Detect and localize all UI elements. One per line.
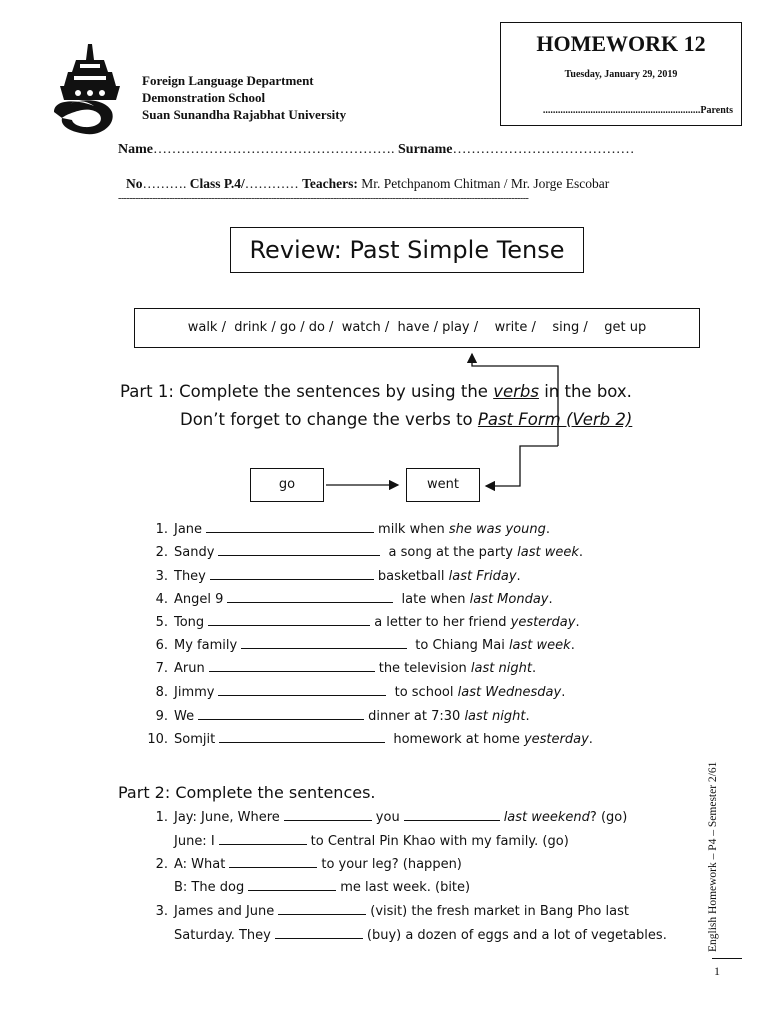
part1-instruction-2 <box>180 410 632 429</box>
sidebar-label <box>690 700 726 960</box>
list-item <box>140 807 627 827</box>
part1-text-end: in the box. <box>538 382 632 401</box>
university-line: Suan Sunandha Rajabhat University <box>142 107 347 122</box>
item-end: . <box>548 592 553 607</box>
item-end: . <box>545 522 551 537</box>
answer-blank[interactable] <box>208 612 370 626</box>
list-item <box>140 854 462 874</box>
answer-blank[interactable] <box>219 831 307 845</box>
item-text: to school <box>390 685 458 700</box>
item-end: . <box>516 569 521 584</box>
sidebar-text: English Homework – P4 – Semester 2/61 <box>707 761 719 952</box>
item-end: . <box>575 615 580 630</box>
item-end: ? (go) <box>589 810 628 825</box>
example-base-verb: go <box>250 468 324 502</box>
name-label: Name <box>118 142 153 157</box>
item-number: 3. <box>155 569 168 584</box>
item-number: 10. <box>147 732 168 747</box>
answer-blank[interactable] <box>218 682 386 696</box>
no-label: No <box>126 176 143 191</box>
item-number: 5. <box>155 615 168 630</box>
answer-blank[interactable] <box>284 807 372 821</box>
answer-blank[interactable] <box>219 729 385 743</box>
item-time: yesterday <box>523 732 589 747</box>
item-text: late when <box>397 592 470 607</box>
item-time: last Wednesday <box>457 685 562 700</box>
worksheet-title: Review: Past Simple Tense <box>230 227 584 273</box>
homework-box <box>500 22 742 126</box>
item-text: milk when <box>378 522 449 537</box>
class-label: Class P.4/ <box>189 176 245 191</box>
item-number: 3. <box>155 904 168 919</box>
item-time: last night <box>470 661 532 676</box>
item-text: a song at the party <box>384 545 518 560</box>
list-item <box>140 729 593 749</box>
list-item <box>140 658 536 678</box>
item-text: me last week. (bite) <box>340 880 471 895</box>
answer-blank[interactable] <box>210 566 374 580</box>
school-line: Demonstration School <box>142 90 266 105</box>
item-end: . <box>570 638 575 653</box>
no-field[interactable]: ………. <box>142 176 187 191</box>
item-text: the television <box>378 661 471 676</box>
footer-rule <box>712 958 742 959</box>
item-text: Jay: June, Where <box>174 810 280 825</box>
item-text: James and June <box>174 904 275 919</box>
part1-line2-text: Don’t forget to change the verbs to <box>180 410 478 429</box>
surname-field[interactable]: ………………………………… <box>452 142 635 157</box>
answer-blank[interactable] <box>404 807 500 821</box>
verbs-emphasis: verbs <box>493 382 539 401</box>
item-end: . <box>588 732 593 747</box>
item-time: last Monday <box>469 592 549 607</box>
item-number: 9. <box>155 709 168 724</box>
answer-blank[interactable] <box>206 519 374 533</box>
answer-blank[interactable] <box>241 635 407 649</box>
list-item <box>140 877 470 897</box>
teachers-value: Mr. Petchpanom Chitman / Mr. Jorge Escobar <box>361 176 610 191</box>
list-item <box>140 566 521 586</box>
page-number: 1 <box>714 964 720 978</box>
item-text: (visit) the fresh market in Bang Pho last <box>370 904 629 919</box>
item-subject: Sandy <box>174 545 215 560</box>
list-item <box>140 682 565 702</box>
list-item <box>140 901 629 921</box>
item-text: June: I <box>174 834 215 849</box>
answer-blank[interactable] <box>218 542 380 556</box>
answer-blank[interactable] <box>275 925 363 939</box>
item-time: she was young <box>448 522 546 537</box>
item-subject: Jimmy <box>174 685 215 700</box>
item-number: 2. <box>155 857 168 872</box>
homework-date: Tuesday, January 29, 2019 <box>564 69 678 80</box>
part1-instruction <box>120 382 632 401</box>
item-time: last week <box>517 545 579 560</box>
item-number: 2. <box>155 545 168 560</box>
list-item <box>140 831 569 851</box>
school-crest-icon <box>50 42 130 138</box>
homework-title: HOMEWORK 12 <box>536 31 706 56</box>
name-field[interactable]: ……………………………………………. <box>153 142 395 157</box>
item-subject: Tong <box>174 615 205 630</box>
item-text: to your leg? (happen) <box>321 857 462 872</box>
item-subject: Somjit <box>174 732 216 747</box>
item-number: 7. <box>155 661 168 676</box>
department-line: Foreign Language Department <box>142 73 314 88</box>
past-form-emphasis: Past Form (Verb 2) <box>477 410 633 429</box>
item-text: a letter to her friend <box>374 615 511 630</box>
item-number: 4. <box>155 592 168 607</box>
arrow-from-box-to-went <box>486 446 558 486</box>
list-item <box>140 542 583 562</box>
answer-blank[interactable] <box>227 589 393 603</box>
item-text: basketball <box>377 569 449 584</box>
item-text: B: The dog <box>174 880 245 895</box>
item-text: you <box>375 810 400 825</box>
list-item <box>140 635 575 655</box>
class-field[interactable]: ………… <box>244 176 299 191</box>
item-end: . <box>525 709 530 724</box>
department-info <box>142 72 346 123</box>
item-text: homework at home <box>389 732 524 747</box>
parents-signature-line: ...............................................................Parents <box>542 105 733 116</box>
item-subject: They <box>174 569 206 584</box>
item-text: (buy) a dozen of eggs and a lot of vegetables. <box>366 928 667 943</box>
list-item <box>140 706 530 726</box>
example-past-verb: went <box>406 468 480 502</box>
list-item <box>140 612 580 632</box>
item-time: yesterday <box>510 615 576 630</box>
item-time: last week <box>508 638 571 653</box>
answer-blank[interactable] <box>209 658 375 672</box>
separator-line: ------------------------------------------------------------------------------------------------------------------------------------------------- <box>118 193 529 204</box>
item-time: last Friday <box>448 569 517 584</box>
teachers-label: Teachers: <box>302 176 358 191</box>
item-number: 1. <box>155 522 168 537</box>
surname-label: Surname <box>398 142 453 157</box>
item-subject: Arun <box>174 661 205 676</box>
part1-text: Part 1: Complete the sentences by using the <box>120 382 494 401</box>
verb-box: walk / drink / go / do / watch / have / play / write / sing / get up <box>134 308 700 348</box>
item-subject: We <box>174 709 195 724</box>
item-subject: Jane <box>174 522 203 537</box>
item-end: . <box>531 661 537 676</box>
item-number: 6. <box>155 638 168 653</box>
item-end: . <box>578 545 584 560</box>
item-text: A: What <box>174 857 226 872</box>
item-number: 1. <box>155 810 168 825</box>
item-text: dinner at 7:30 <box>368 709 465 724</box>
item-subject: My family <box>174 638 238 653</box>
list-item <box>140 519 550 539</box>
item-text: to Chiang Mai <box>411 638 509 653</box>
item-text: to Central Pin Khao with my family. (go) <box>310 834 569 849</box>
part2-title: Part 2: Complete the sentences. <box>118 783 376 802</box>
item-subject: Angel 9 <box>174 592 224 607</box>
answer-blank[interactable] <box>198 706 364 720</box>
list-item <box>140 925 667 945</box>
item-number: 8. <box>155 685 168 700</box>
item-text: Saturday. They <box>174 928 271 943</box>
list-item <box>140 589 553 609</box>
answer-blank[interactable] <box>248 877 336 891</box>
answer-blank[interactable] <box>229 854 317 868</box>
name-line <box>118 142 634 158</box>
item-time: last night <box>464 709 526 724</box>
class-line <box>126 176 609 192</box>
item-end: . <box>561 685 566 700</box>
item-time: last weekend <box>503 810 590 825</box>
answer-blank[interactable] <box>278 901 366 915</box>
